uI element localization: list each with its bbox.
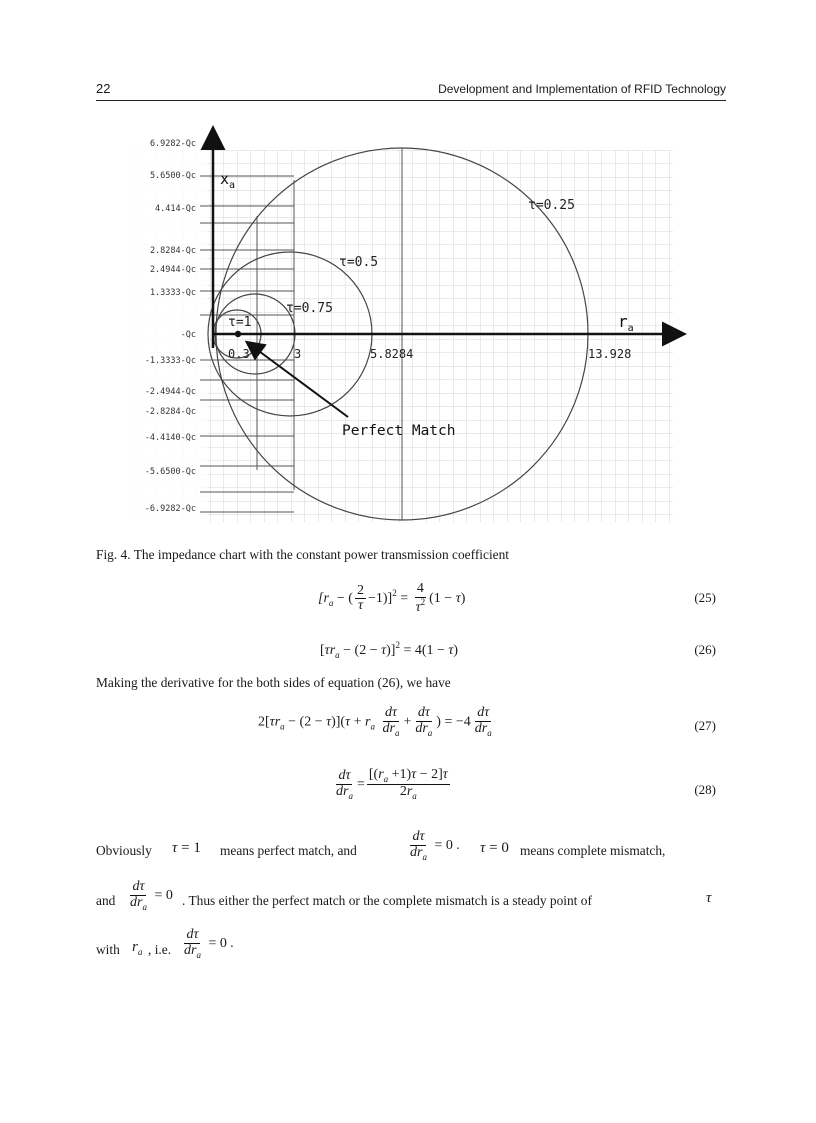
y-tick-label: 4.414-Qc: [155, 204, 196, 214]
curve-label: τ=0.75: [286, 301, 333, 316]
body-paragraph: Obviously τ = 1 means perfect match, and $\frac{d\tau}{dr_a}$ = 0 . τ = 0 means complete mismatch,: [96, 829, 666, 862]
figure-caption: Fig. 4. The impedance chart with the constant power transmission coefficient: [96, 547, 510, 562]
x-tick-label: 0.3: [228, 347, 250, 361]
impedance-chart: [124, 120, 704, 530]
body-paragraph: with $r_a$ , i.e. $\frac{d\tau}{dr_a}$ = 0 .: [96, 927, 234, 960]
x-tick-label: 13.928: [588, 347, 632, 361]
y-tick-label: 1.3333-Qc: [149, 288, 196, 298]
y-tick-label: -2.8284-Qc: [144, 407, 196, 417]
y-tick-label: -1.3333-Qc: [144, 356, 196, 366]
equation-number: (25): [694, 590, 716, 605]
curve-label: τ=0.5: [339, 255, 379, 270]
x-axis-label: $r_a$: [618, 312, 634, 334]
body-paragraph: and $\frac{d\tau}{dr_a}$ = 0 . Thus either the perfect match or the complete mismatch is a steady point of τ: [96, 879, 712, 912]
body-paragraph: Making the derivative for the both sides of equation (26), we have: [96, 675, 451, 690]
running-header: [96, 80, 726, 101]
x-tick-label: 3: [294, 347, 302, 361]
y-tick-label: -2.4944-Qc: [144, 387, 196, 397]
y-tick-label: 6.9282-Qc: [149, 139, 196, 149]
perfect-match-point: [235, 331, 241, 337]
curve-label: τ=0.25: [528, 198, 575, 213]
equation-25: [$r_a$ − ( $\frac{2}{\tau}$ −1)]$^2$ = $\frac{4}{\tau^2}$ (1 − τ) (25): [318, 581, 716, 615]
equation-28: $\frac{d\tau}{dr_a}$ = $\frac{[(r_a +1)\tau - 2]\tau}{2r_a}$ (28): [336, 767, 716, 802]
equation-27: $2[\tau r_a - (2 - \tau)](\tau + r_a$ $\frac{d\tau}{dr_a}$ + $\frac{d\tau}{dr_a}$ ) = −4 $\frac{d\tau}{dr_a}$ (27): [258, 705, 716, 738]
page-number: 22: [96, 81, 111, 96]
equation-number: (27): [694, 718, 716, 733]
y-tick-label: -4.4140-Qc: [144, 433, 196, 443]
running-title: Development and Implementation of RFID Technology: [438, 82, 726, 96]
y-tick-label: -Qc: [180, 330, 196, 340]
y-tick-label: -5.6500-Qc: [144, 467, 196, 477]
equation-26: $[\tau r_a - (2 - \tau)]^2 = 4(1 - \tau)$ (26): [320, 640, 716, 660]
y-tick-label: 5.6500-Qc: [149, 171, 196, 181]
y-tick-label: -6.9282-Qc: [144, 504, 196, 514]
y-tick-label: 2.4944-Qc: [149, 265, 196, 275]
x-tick-label: 5.8284: [370, 347, 414, 361]
y-axis-label: $x_a$: [220, 170, 236, 191]
curve-label: τ=1: [228, 315, 252, 330]
y-tick-label: 2.8284-Qc: [149, 246, 196, 256]
impedance-chart-figure: [124, 120, 704, 530]
perfect-match-label: Perfect Match: [342, 423, 456, 439]
equation-number: (28): [694, 782, 716, 797]
equation-number: (26): [694, 642, 716, 657]
